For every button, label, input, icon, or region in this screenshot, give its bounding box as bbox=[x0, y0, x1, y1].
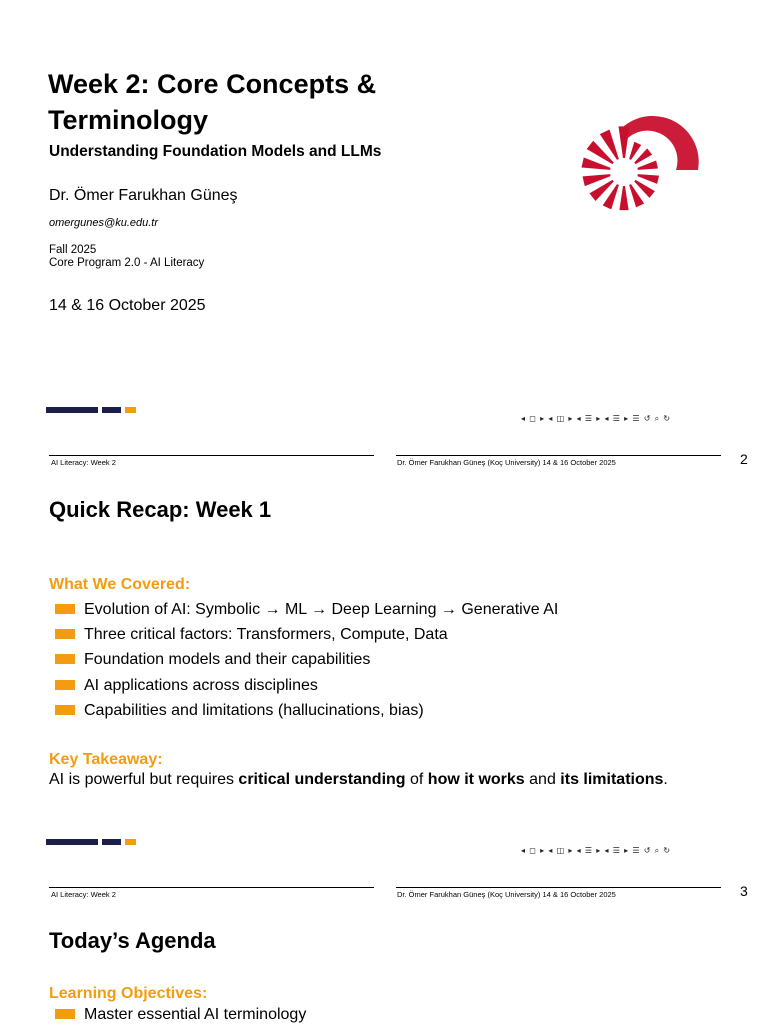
progress-bar-segment bbox=[125, 407, 136, 413]
progress-bar-segment bbox=[102, 407, 121, 413]
slide-subtitle: Understanding Foundation Models and LLMs bbox=[49, 143, 382, 160]
takeaway-segment: AI is powerful but requires bbox=[49, 771, 239, 788]
term-label: Fall 2025 bbox=[49, 244, 97, 256]
block-title: What We Covered: bbox=[49, 576, 191, 593]
list-item bbox=[55, 600, 558, 620]
program-label: Core Program 2.0 - AI Literacy bbox=[49, 257, 205, 269]
bullet-icon bbox=[55, 680, 75, 690]
logo-ray bbox=[637, 174, 659, 184]
progress-bar-segment bbox=[46, 407, 98, 413]
list-item-text: Three critical factors: Transformers, Compute, Data bbox=[84, 626, 448, 643]
bullet-icon bbox=[55, 705, 75, 715]
slide-heading: Quick Recap: Week 1 bbox=[49, 497, 272, 522]
list-item-text: AI applications across disciplines bbox=[84, 677, 318, 694]
list-item bbox=[55, 701, 424, 721]
footer-divider bbox=[49, 455, 374, 456]
takeaway-emphasis: its limitations bbox=[560, 771, 664, 788]
takeaway-emphasis: critical understanding bbox=[238, 771, 406, 788]
takeaway-text bbox=[49, 771, 668, 789]
footer-right: Dr. Ömer Farukhan Güneş (Koç University) 14 & 16 October 2025 bbox=[397, 890, 616, 899]
block-title: Key Takeaway: bbox=[49, 751, 163, 768]
progress-bar-segment bbox=[102, 839, 121, 845]
slide-title-line1: Week 2: Core Concepts & bbox=[48, 69, 377, 99]
bullet-icon bbox=[55, 604, 75, 614]
footer-divider bbox=[396, 887, 721, 888]
presentation-date: 14 & 16 October 2025 bbox=[49, 297, 206, 314]
bullet-icon bbox=[55, 654, 75, 664]
course-info bbox=[49, 244, 204, 270]
author-name: Dr. Ömer Farukhan Güneş bbox=[49, 187, 238, 204]
takeaway-segment: . bbox=[663, 771, 668, 788]
list-item-text: Master essential AI terminology bbox=[84, 1006, 307, 1023]
university-logo-icon bbox=[576, 112, 700, 216]
block-title: Learning Objectives: bbox=[49, 985, 208, 1002]
bullet-icon bbox=[55, 1009, 75, 1019]
footer-left: AI Literacy: Week 2 bbox=[51, 458, 116, 467]
navigation-symbols[interactable]: ◂ ◻ ▸ ◂ ◫ ▸ ◂ ☰ ▸ ◂ ☰ ▸ ☰ ↺ ⌕ ↻ bbox=[521, 414, 672, 423]
list-item bbox=[55, 650, 370, 670]
list-item-text: Evolution of AI: Symbolic → ML → Deep Learning → Generative AI bbox=[84, 601, 559, 618]
bullet-icon bbox=[55, 629, 75, 639]
progress-bar-segment bbox=[125, 839, 136, 845]
takeaway-emphasis: how it works bbox=[427, 771, 525, 788]
slide-title bbox=[48, 66, 376, 138]
list-item bbox=[55, 1005, 306, 1025]
page-number: 3 bbox=[740, 883, 748, 899]
footer-divider bbox=[49, 887, 374, 888]
slide-heading: Today’s Agenda bbox=[49, 928, 216, 953]
list-item bbox=[55, 676, 318, 696]
takeaway-segment: and bbox=[524, 771, 561, 788]
footer-divider bbox=[396, 455, 721, 456]
list-item bbox=[55, 625, 448, 645]
author-email: omergunes@ku.edu.tr bbox=[49, 217, 159, 229]
logo-center bbox=[613, 161, 635, 183]
logo-ray bbox=[619, 186, 628, 210]
progress-bar-segment bbox=[46, 839, 98, 845]
takeaway-segment: of bbox=[405, 771, 428, 788]
list-item-text: Capabilities and limitations (hallucinations, bias) bbox=[84, 702, 424, 719]
page-number: 2 bbox=[740, 451, 748, 467]
list-item-text: Foundation models and their capabilities bbox=[84, 651, 371, 668]
logo-ray bbox=[637, 160, 658, 169]
footer-left: AI Literacy: Week 2 bbox=[51, 890, 116, 899]
navigation-symbols[interactable]: ◂ ◻ ▸ ◂ ◫ ▸ ◂ ☰ ▸ ◂ ☰ ▸ ☰ ↺ ⌕ ↻ bbox=[521, 846, 672, 855]
footer-right: Dr. Ömer Farukhan Güneş (Koç University) 14 & 16 October 2025 bbox=[397, 458, 616, 467]
slide-title-line2: Terminology bbox=[48, 105, 209, 135]
